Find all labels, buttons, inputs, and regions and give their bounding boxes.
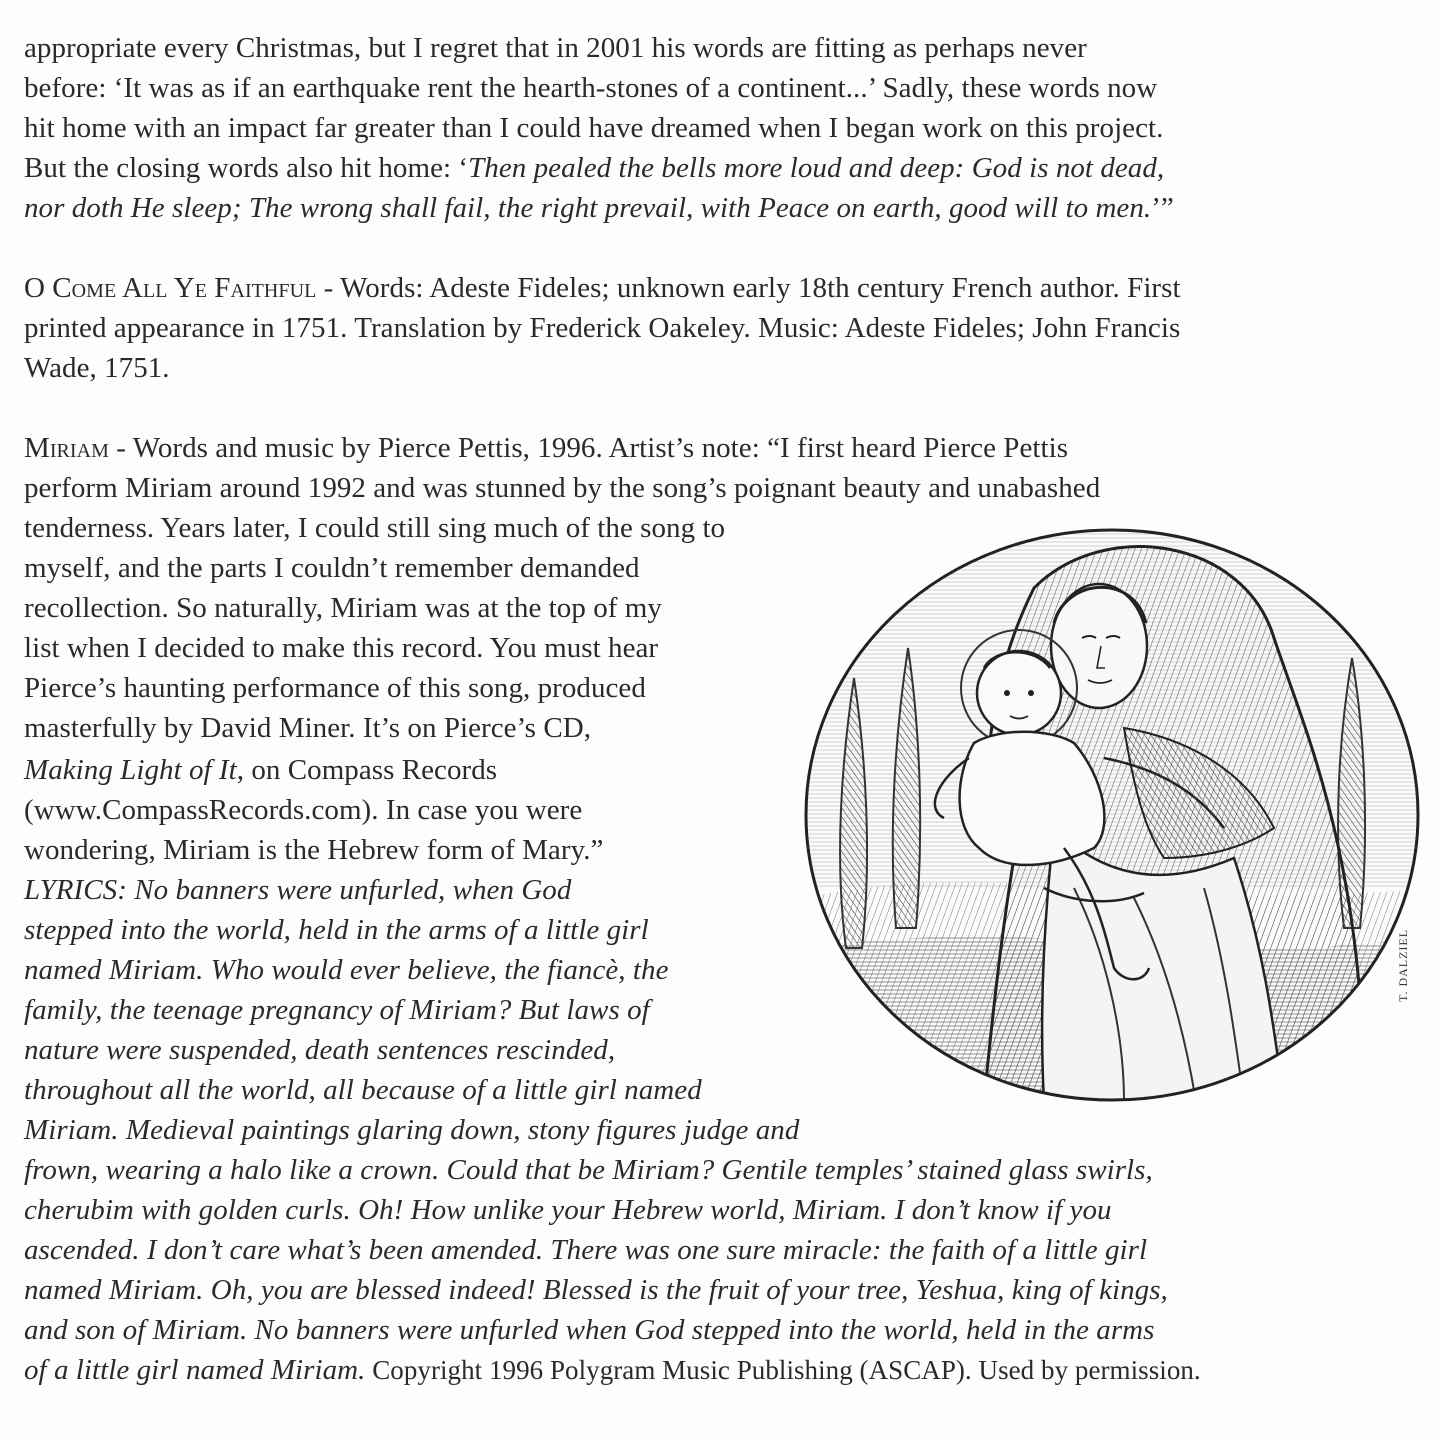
lyrics-line: ascended. I don’t care what’s been amended. There was one sure miracle: the faith of a little girl [24,1234,1148,1266]
miriam-note-line: perform Miriam around 1992 and was stunned by the song’s poignant beauty and unabashed [24,472,1101,504]
o-come-line-3: Wade, 1751. [24,352,170,384]
miriam-note-line: tenderness. Years later, I could still sing much of the song to [24,512,726,544]
miriam-note-line: (www.CompassRecords.com). In case you were [24,794,583,826]
lyrics-last-italic: of a little girl named Miriam. [24,1354,366,1386]
lyrics-line: LYRICS: No banners were unfurled, when God [24,874,572,906]
closing-quote-part-2: nor doth He sleep; The wrong shall fail, the right prevail, with Peace on earth, good will to men. [24,192,1152,224]
miriam-note-line: myself, and the parts I couldn’t remember demanded [24,552,640,584]
o-come-line-2: printed appearance in 1751. Translation by Frederick Oakeley. Music: Adeste Fideles; John Francis [24,312,1181,344]
miriam-note-line: masterfully by David Miner. It’s on Pierce’s CD, [24,712,592,744]
lyrics-line: named Miriam. Oh, you are blessed indeed! Blessed is the fruit of your tree, Yeshua, king of kings, [24,1274,1168,1306]
lyrics-line: throughout all the world, all because of a little girl named [24,1074,702,1106]
intro-line-5 [24,188,1174,228]
intro-line-4 [24,148,1164,188]
miriam-note-line: Pierce’s haunting performance of this song, produced [24,672,646,704]
intro-line-1: appropriate every Christmas, but I regret that in 2001 his words are fitting as perhaps never [24,32,1087,64]
lyrics-line: frown, wearing a halo like a crown. Could that be Miriam? Gentile temples’ stained glass swirls, [24,1154,1153,1186]
closing-quote-end: ’” [1151,192,1174,224]
lyrics-line: Miriam. Medieval paintings glaring down, stony figures judge and [24,1114,800,1146]
lyrics-line: and son of Miriam. No banners were unfurled when God stepped into the world, held in the arms [24,1314,1155,1346]
album-line [24,750,497,790]
intro-line-4-lead: But the closing words also hit home: ‘ [24,152,469,184]
lyrics-line: family, the teenage pregnancy of Miriam? But laws of [24,994,650,1026]
album-rest: , on Compass Records [236,754,498,786]
intro-line-2: before: ‘It was as if an earthquake rent the hearth-stones of a continent...’ Sadly, these words now [24,72,1158,104]
miriam-note-line: list when I decided to make this record. You must hear [24,632,659,664]
lyrics-line: named Miriam. Who would ever believe, the fiancè, the [24,954,669,986]
miriam-note-line: wondering, Miriam is the Hebrew form of Mary.” [24,834,604,866]
lyrics-last-line [24,1350,1201,1390]
o-come-line-1 [24,268,1181,308]
lyrics-line: cherubim with golden curls. Oh! How unlike your Hebrew world, Miriam. I don’t know if you [24,1194,1112,1226]
copyright-notice: Copyright 1996 Polygram Music Publishing (ASCAP). Used by permission. [365,1355,1201,1385]
o-come-line-1-rest: - Words: Adeste Fideles; unknown early 18th century French author. First [316,272,1181,304]
closing-quote-part-1: Then pealed the bells more loud and deep: God is not dead, [468,152,1165,184]
illustration-credit: T. DALZIEL [1396,928,1410,1002]
madonna-and-child-engraving [804,528,1420,1102]
lyrics-line: stepped into the world, held in the arms of a little girl [24,914,649,946]
album-title: Making Light of It [24,754,237,786]
miriam-line-1-rest: - Words and music by Pierce Pettis, 1996. Artist’s note: “I first heard Pierce Pettis [108,432,1069,464]
miriam-title: Miriam [24,432,109,464]
lyrics-line: nature were suspended, death sentences rescinded, [24,1034,616,1066]
miriam-line-1 [24,428,1068,468]
miriam-note-line: recollection. So naturally, Miriam was at the top of my [24,592,662,624]
intro-line-3: hit home with an impact far greater than I could have dreamed when I began work on this project. [24,112,1164,144]
o-come-title: O Come All Ye Faithful [24,272,317,304]
